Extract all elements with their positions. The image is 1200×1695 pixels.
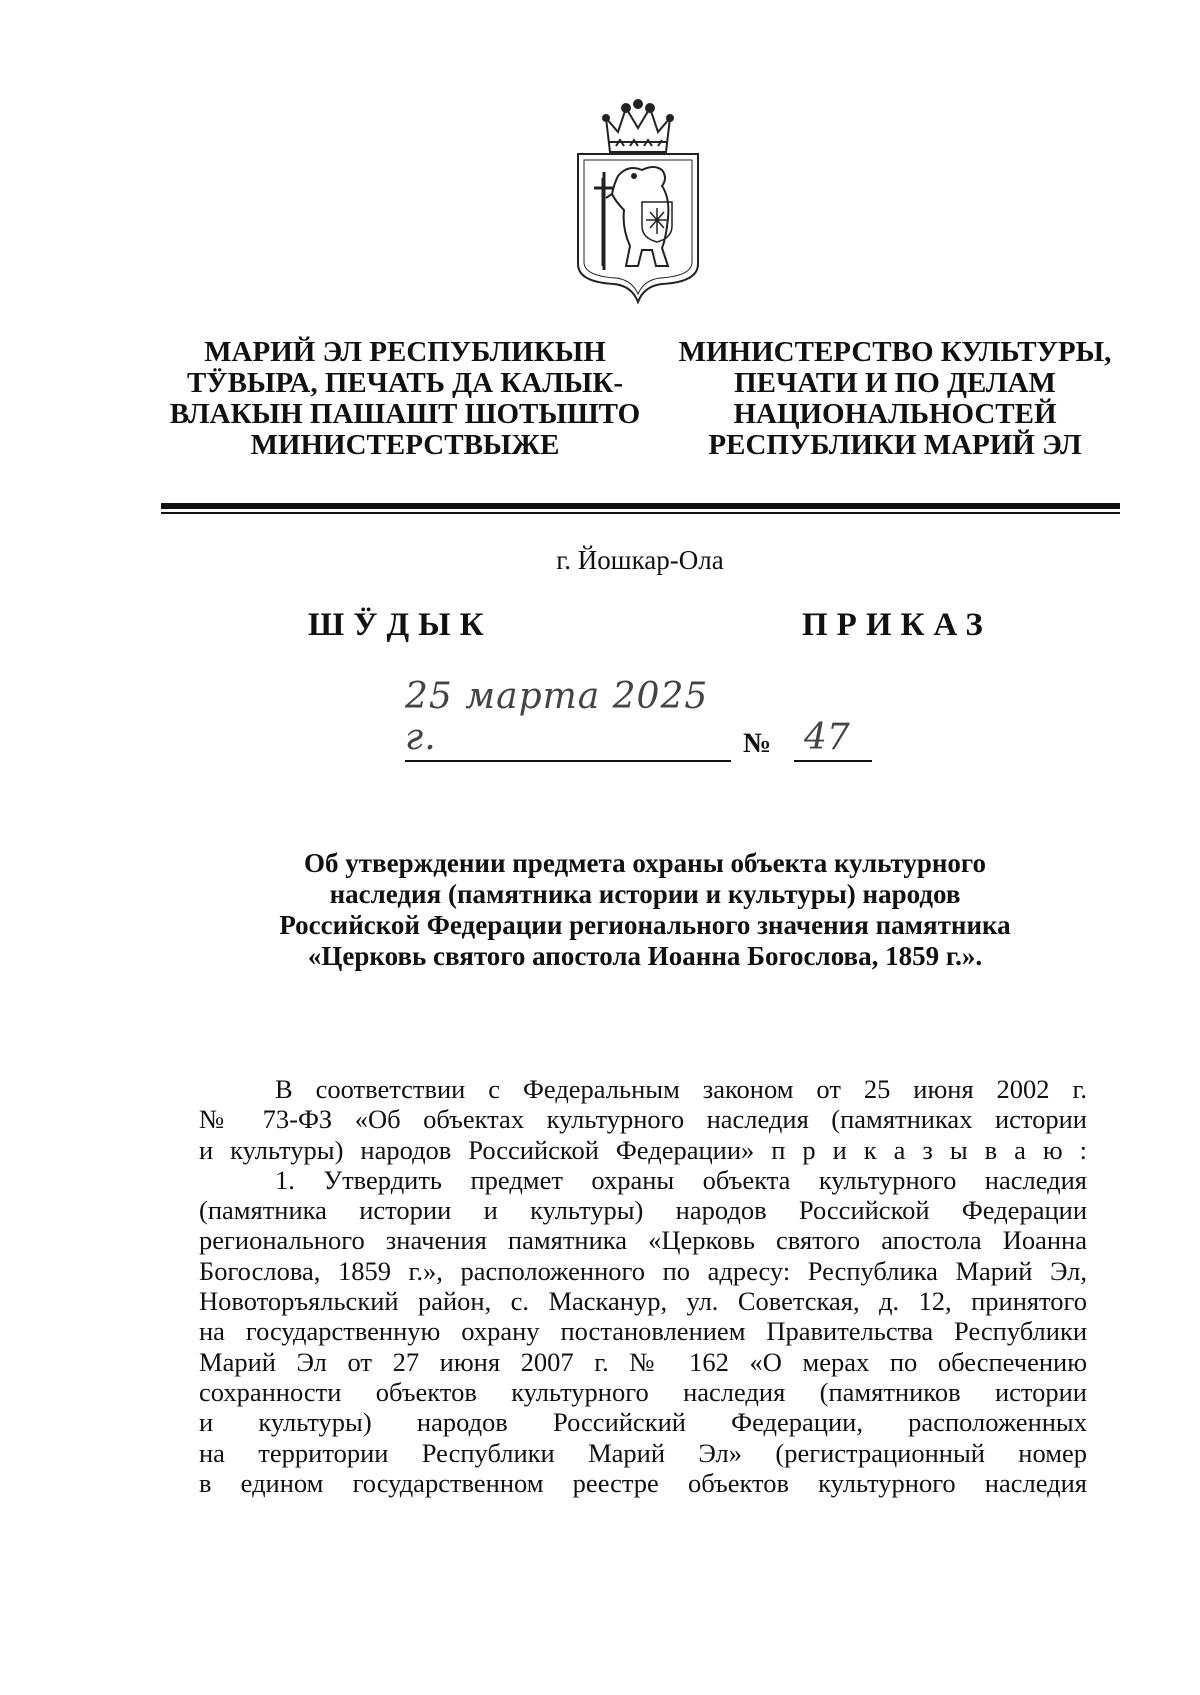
title-line-4: «Церковь святого апостола Иоанна Богослова, 1859 г.».	[307, 941, 983, 971]
body-line-13: на территории Республики Марий Эл» (регистрационный номер	[199, 1437, 1087, 1468]
handwritten-number: 47	[804, 717, 850, 758]
body-line-5: (памятника истории и культуры) народов Российской Федерации	[199, 1195, 1087, 1226]
body-line-2: № 73-ФЗ «Об объектах культурного наследия (памятниках истории	[199, 1104, 1087, 1135]
coat-of-arms-emblem	[572, 98, 704, 304]
title-line-1: Об утверждении предмета охраны объекта культурного	[304, 848, 986, 878]
number-label: №	[743, 728, 772, 759]
ministry-name-mari	[160, 337, 650, 461]
order-title	[200, 848, 1090, 972]
body-line-9: на государственную охрану постановлением Правительства Республики	[199, 1316, 1087, 1347]
order-body	[199, 1074, 1087, 1498]
ministry-name-russian	[650, 337, 1140, 461]
body-line-7: Богослова, 1859 г.», расположенного по адресу: Республика Марий Эл,	[199, 1255, 1087, 1286]
header-right-line-2: ПЕЧАТИ И ПО ДЕЛАМ	[734, 367, 1056, 399]
body-line-6: регионального значения памятника «Церковь святого апостола Иоанна	[199, 1225, 1087, 1256]
body-line-1: В соответствии с Федеральным законом от 25 июня 2002 г.	[275, 1074, 1087, 1104]
title-line-3: Российской Федерации регионального значения памятника	[279, 910, 1011, 940]
city-name: г. Йошкар-Ола	[556, 545, 724, 575]
body-line-14: в едином государственном реестре объектов культурного наследия	[199, 1467, 1087, 1498]
doc-type-mari: ШӰДЫК	[308, 607, 493, 643]
header-right-line-1: МИНИСТЕРСТВО КУЛЬТУРЫ,	[678, 336, 1112, 368]
header-left-line-2: ТӰВЫРА, ПЕЧАТЬ ДА КАЛЫК-	[186, 367, 624, 399]
handwritten-date: 25 марта 2025 г.	[405, 676, 709, 758]
header-right-line-4: РЕСПУБЛИКИ МАРИЙ ЭЛ	[708, 429, 1082, 461]
header-divider-thin	[161, 512, 1120, 514]
doc-type-russian: ПРИКАЗ	[802, 607, 992, 643]
header-right-line-3: НАЦИОНАЛЬНОСТЕЙ	[733, 398, 1057, 430]
body-line-4: 1. Утвердить предмет охраны объекта культурного наследия	[275, 1164, 1087, 1195]
body-line-8: Новоторъяльский район, с. Масканур, ул. Советская, д. 12, принятого	[199, 1286, 1087, 1317]
body-line-3: и культуры) народов Российской Федерации» п р и к а з ы в а ю :	[199, 1134, 1087, 1165]
header-left-line-4: МИНИСТЕРСТВЫЖЕ	[250, 429, 560, 461]
body-line-12: и культуры) народов Российский Федерации, расположенных	[199, 1407, 1087, 1438]
title-line-2: наследия (памятника истории и культуры) народов	[329, 879, 961, 909]
header-left-line-3: ВЛАКЫН ПАШАШТ ШОТЫШТО	[169, 398, 641, 430]
number-field	[794, 717, 872, 762]
header-left-line-1: МАРИЙ ЭЛ РЕСПУБЛИКЫН	[204, 336, 606, 368]
header-divider-thick	[161, 503, 1120, 509]
body-line-10: Марий Эл от 27 июня 2007 г. № 162 «О мерах по обеспечению	[199, 1346, 1087, 1377]
date-field	[405, 676, 731, 762]
body-line-11: сохранности объектов культурного наследия (памятников истории	[199, 1376, 1087, 1407]
